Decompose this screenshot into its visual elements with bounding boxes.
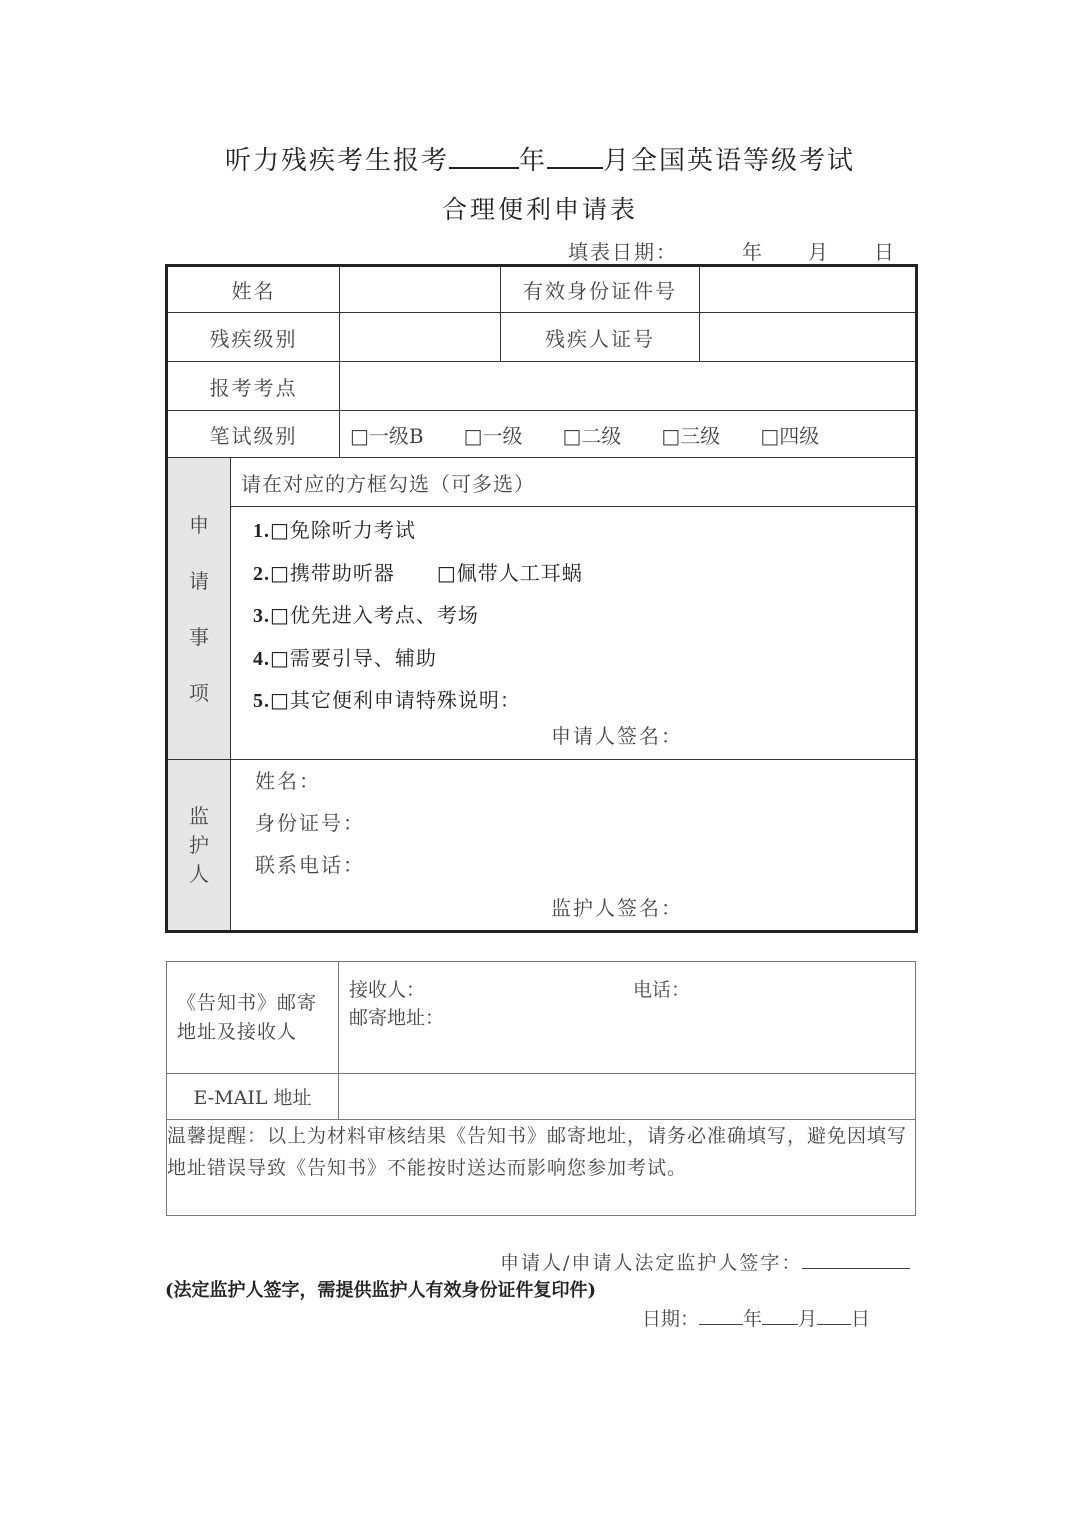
- name-field[interactable]: [340, 266, 501, 313]
- disability-cert-field[interactable]: [700, 313, 917, 362]
- disability-level-field[interactable]: [340, 313, 501, 362]
- exam-site-field[interactable]: [340, 362, 917, 411]
- request-section-label: 申 请 事 项: [167, 458, 231, 760]
- request-cochlear-implant[interactable]: □佩带人工耳蜗: [436, 560, 583, 585]
- footer-date: 日期： 年 月 日: [642, 1304, 870, 1331]
- guardian-info: [231, 760, 917, 932]
- footer-date-label: 日期：: [642, 1308, 700, 1330]
- mailing-table: [166, 961, 916, 1216]
- footer-day-blank[interactable]: [817, 1304, 851, 1325]
- footer-signature-line[interactable]: [802, 1246, 910, 1269]
- recipient-field[interactable]: 接收人：: [349, 979, 426, 1001]
- written-level-label: 笔试级别: [167, 411, 340, 458]
- mailing-fields: [339, 962, 916, 1074]
- disability-cert-label: 残疾人证号: [501, 313, 700, 362]
- disability-level-label: 残疾级别: [167, 313, 340, 362]
- id-number-field[interactable]: [700, 266, 917, 313]
- guardian-signature[interactable]: 监护人签名：: [551, 896, 683, 920]
- footer-signature-label: 申请人/申请人法定监护人签字：: [500, 1252, 803, 1274]
- title-part1: 听力残疾考生报考: [224, 146, 449, 176]
- request-instruction: 请在对应的方框勾选（可多选）: [231, 458, 917, 507]
- guardian-note: (法定监护人签字，需提供监护人有效身份证件复印件): [165, 1280, 597, 1301]
- level-option-2[interactable]: □二级: [562, 423, 622, 448]
- email-field[interactable]: [339, 1074, 916, 1120]
- month-blank[interactable]: [547, 145, 603, 169]
- form-title: [0, 140, 1080, 177]
- guardian-name[interactable]: 姓名：: [255, 769, 321, 793]
- level-option-4[interactable]: □四级: [760, 423, 820, 448]
- request-item-5[interactable]: 5.□其它便利申请特殊说明：: [253, 688, 521, 712]
- form-subtitle: 合理便利申请表: [441, 195, 638, 224]
- guardian-section-label: 监 护 人: [167, 760, 231, 932]
- year-blank[interactable]: [449, 145, 519, 169]
- name-label: 姓名: [167, 266, 340, 313]
- id-number-label: 有效身份证件号: [501, 266, 700, 313]
- email-label: E-MAIL 地址: [167, 1074, 339, 1120]
- exam-site-label: 报考考点: [167, 362, 340, 411]
- request-hearing-aid[interactable]: □携带助听器: [270, 560, 395, 585]
- application-form-table: [165, 264, 918, 933]
- fill-date-label: 填表日期：: [568, 240, 678, 264]
- request-item-4[interactable]: 4.□需要引导、辅助: [253, 645, 437, 670]
- mailing-address-label: 《告知书》邮寄地址及接收人: [167, 962, 339, 1074]
- title-year: 年: [518, 146, 547, 176]
- fill-date-year: 年: [742, 240, 764, 264]
- mail-address-field[interactable]: 邮寄地址：: [349, 1007, 445, 1029]
- request-item-1[interactable]: 1.□免除听力考试: [253, 518, 416, 542]
- guardian-id[interactable]: 身份证号：: [255, 811, 365, 835]
- footer-month-blank[interactable]: [762, 1304, 798, 1325]
- phone-field[interactable]: 电话：: [633, 979, 691, 1001]
- fill-date-month: 月: [808, 240, 830, 264]
- guardian-phone[interactable]: 联系电话：: [255, 853, 365, 877]
- title-month-suffix: 月全国英语等级考试: [603, 146, 856, 176]
- request-items: [231, 507, 917, 760]
- request-item-3[interactable]: 3.□优先进入考点、考场: [253, 603, 479, 627]
- level-option-3[interactable]: □三级: [661, 423, 721, 448]
- written-level-options: [340, 411, 917, 458]
- fill-date-day: 日: [874, 240, 896, 264]
- level-option-1[interactable]: □一级: [463, 423, 523, 448]
- request-item-2: 2.□携带助听器 □佩带人工耳蜗: [253, 560, 583, 585]
- applicant-signature[interactable]: 申请人签名：: [551, 723, 683, 748]
- footer-year-blank[interactable]: [699, 1304, 743, 1325]
- mailing-notice: 温馨提醒：以上为材料审核结果《告知书》邮寄地址，请务必准确填写，避免因填写地址错误导致《告知书》不能按时送达而影响您参加考试。: [167, 1120, 916, 1216]
- footer-signature: [500, 1246, 910, 1275]
- level-option-1b[interactable]: □一级B: [350, 423, 424, 448]
